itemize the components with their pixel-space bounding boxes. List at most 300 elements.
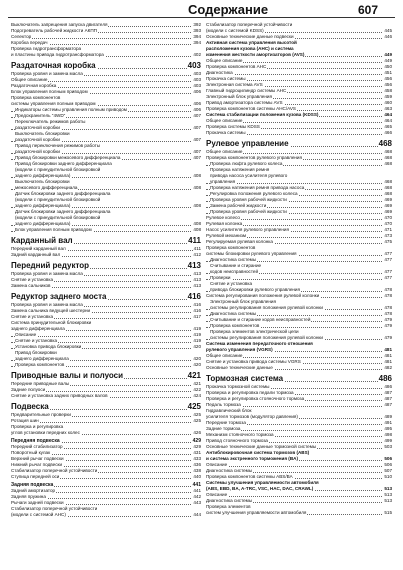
- toc-entry-page: 403: [193, 77, 201, 82]
- toc-entry-title: Система изменения передаточного отношения: [206, 341, 313, 346]
- toc-entry-title: Проверка элементов: [206, 504, 251, 509]
- dot-leader: [11, 38, 201, 39]
- toc-entry-title: Рычаги задней подвески: [11, 500, 64, 505]
- toc-entry-page: 412: [193, 252, 201, 257]
- toc-entry-page: 433: [193, 456, 201, 461]
- toc-entry: [11, 474, 201, 480]
- toc-entry-page: 465: [384, 124, 392, 129]
- toc-entry: [11, 362, 201, 368]
- toc-entry-title: привода насоса усилителя рулевого: [210, 173, 288, 178]
- toc-entry-title: изменения жесткости амортизаторов (AVS): [206, 52, 305, 57]
- toc-section-heading: [206, 139, 392, 149]
- toc-entry-page: 464: [384, 118, 392, 123]
- toc-entry-page: 510: [384, 474, 392, 479]
- toc-entry-title: Замена сальника ведущей шестерни: [11, 308, 91, 313]
- toc-entry-page: 481: [384, 347, 392, 352]
- toc-section-heading: [11, 292, 201, 302]
- dot-leader: [11, 336, 201, 337]
- toc-entry-title: Предварительные проверки: [11, 412, 71, 417]
- toc-entry-title: Считывание и стирание: [210, 263, 262, 268]
- toc-entry-page: 408: [193, 227, 201, 232]
- toc-entry-page: 416: [187, 292, 201, 301]
- toc-entry-page: 406: [193, 107, 201, 112]
- toc-entry-page: 426: [193, 430, 201, 435]
- toc-left-column: [11, 22, 201, 518]
- toc-entry-page: 479: [384, 317, 392, 322]
- toc-entry-page: 419: [193, 338, 201, 343]
- toc-entry-title: Проверка и регулировка педали тормоза: [206, 390, 294, 395]
- toc-entry-title: Проверка уровня и замена масла: [11, 302, 83, 307]
- toc-entry-title: Гидравлический блок: [206, 408, 252, 413]
- toc-entry-title: (модели с принудительной блокировкой: [15, 197, 101, 202]
- toc-entry-title: Главный гидроцилиндр системы AHC: [206, 88, 287, 93]
- toc-entry-title: заднего дифференциала): [15, 221, 71, 226]
- toc-entry-title: Раздаточная коробка: [11, 83, 57, 88]
- toc-entry-title: (модели с системой KDSS): [206, 28, 264, 33]
- toc-entry-page: 408: [193, 203, 201, 208]
- toc-entry-page: 403: [193, 71, 201, 76]
- toc-entry-title: Система принудительной блокировки: [11, 320, 92, 325]
- toc-entry-title: системы регулирования положения рулевой колонки: [210, 335, 323, 340]
- dot-leader: [206, 466, 392, 467]
- toc-entry-page: 498: [384, 432, 392, 437]
- toc-entry-page: 499: [384, 438, 392, 443]
- toc-entry-title: Датчик блокировки заднего дифференциала: [15, 209, 111, 214]
- toc-entry-page: 513: [384, 498, 392, 503]
- toc-entry-title: кодов неисправностей: [210, 269, 259, 274]
- toc-entry-title: Описание: [206, 462, 228, 467]
- toc-entry-page: 407: [193, 137, 201, 142]
- toc-entry-page: 468: [384, 179, 392, 184]
- toc-entry-title: Снятие и установка: [210, 281, 253, 286]
- toc-entry-title: Проверка и регулировка: [11, 424, 64, 429]
- toc-entry-title: Проверка натяжения ремня привода насоса: [210, 185, 305, 190]
- toc-section-heading: [11, 261, 201, 271]
- toc-entry-title: Основные технические данные: [206, 365, 273, 370]
- toc-entry-title: Индикаторы системы управления полным приводом: [15, 107, 127, 112]
- toc-entry-title: Стабилизатор поперечной устойчивости: [11, 506, 98, 511]
- toc-entry-title: Проверка уровня рабочей жидкости: [210, 209, 287, 214]
- toc-entry-page: 442: [193, 494, 201, 499]
- toc-section-heading: [11, 236, 201, 246]
- toc-entry-title: системы управления полным приводом: [11, 101, 96, 106]
- toc-entry-page: 394: [193, 34, 201, 39]
- toc-entry-page: 393: [193, 28, 201, 33]
- toc-entry-page: 449: [384, 52, 392, 57]
- toc-entry-page: 477: [384, 269, 392, 274]
- toc-entry-title: Редуктор заднего моста: [11, 292, 107, 301]
- toc-entry-title: Проверка элементов электрической цепи: [210, 329, 299, 334]
- toc-entry-title: Селектор: [11, 34, 32, 39]
- toc-entry-page: 420: [193, 344, 201, 349]
- toc-section-heading: [11, 61, 201, 71]
- toc-entry-title: Считывание и стирание кодов неисправностей: [210, 317, 311, 322]
- toc-entry-page: 486: [384, 384, 392, 389]
- toc-entry-page: 425: [193, 412, 201, 417]
- toc-entry-page: 408: [193, 173, 201, 178]
- toc-entry-page: 478: [384, 305, 392, 310]
- toc-entry-page: 407: [193, 125, 201, 130]
- toc-entry-title: Диагностика системы: [206, 468, 253, 473]
- toc-entry-page: 407: [193, 113, 201, 118]
- toc-entry-page: 478: [384, 287, 392, 292]
- toc-entry-page: 479: [384, 323, 392, 328]
- header-rule: [8, 17, 395, 18]
- toc-entry-title: управления: [210, 179, 236, 184]
- toc-entry-page: 406: [193, 89, 201, 94]
- toc-entry-title: Проверка компонентов: [15, 362, 65, 367]
- toc-entry-page: 468: [384, 185, 392, 190]
- toc-entry-title: раздаточной коробки: [15, 149, 60, 154]
- toc-entry-title: Привод переключения режимов работы: [15, 143, 101, 148]
- toc-entry-title: Диагностика: [206, 70, 233, 75]
- toc-entry-title: Стабилизатор поперечной устойчивости: [11, 468, 98, 473]
- toc-entry-title: Переключатель режимов работы: [15, 119, 86, 124]
- toc-entry-page: 468: [384, 191, 392, 196]
- toc-entry-title: Ротация шин: [11, 418, 39, 423]
- toc-entry-page: 413: [187, 261, 201, 270]
- toc-entry-page: 491: [384, 420, 392, 425]
- toc-entry-title: Проверка компонентов AHC: [206, 64, 267, 69]
- toc-entry: [11, 283, 201, 289]
- toc-entry-title: Блок управления полным приводом: [11, 89, 88, 94]
- toc-entry-title: Проверка и регулировка стояночного тормоза: [206, 396, 305, 401]
- toc-entry-page: 469: [384, 197, 392, 202]
- toc-entry-page: 408: [193, 185, 201, 190]
- toc-entry-page: 422: [193, 387, 201, 392]
- toc-entry-title: системы регулирования положения рулевой колонки: [210, 305, 323, 310]
- toc-section-heading: [206, 374, 392, 384]
- toc-entry-title: Привод блокировки заднего дифференциала: [15, 161, 112, 166]
- toc-entry-title: раздаточной коробки: [15, 125, 60, 130]
- toc-entry-page: 416: [193, 302, 201, 307]
- toc-entry-title: Привод блокировки межосевого дифференциала: [15, 155, 121, 160]
- toc-entry-title: и пластины привода гидротрансформатора: [11, 52, 104, 57]
- toc-entry-page: 450: [384, 64, 392, 69]
- toc-entry-title: Описание: [15, 332, 37, 337]
- toc-entry-page: 469: [384, 209, 392, 214]
- toc-entry-page: 424: [193, 393, 201, 398]
- toc-entry-title: Прокачка тормозной системы: [206, 384, 270, 389]
- toc-entry-title: Нижний рычаг подвески: [11, 462, 63, 467]
- toc-entry-title: заднего дифференциала): [15, 173, 71, 178]
- toc-entry-page: 441: [192, 482, 201, 488]
- toc-entry-title: Предохранитель "4WD": [15, 113, 66, 118]
- toc-entry-page: 392: [193, 22, 201, 27]
- toc-entry-page: 456: [384, 76, 392, 81]
- toc-entry-title: Регулировка положения рулевого колеса: [210, 191, 298, 196]
- toc-entry-title: усилителя тормозов (модулятор давления): [206, 414, 298, 419]
- toc-entry-page: 429: [193, 444, 201, 449]
- toc-entry-page: 425: [187, 402, 201, 411]
- toc-entry-title: Основные технические данные подвески: [206, 34, 294, 39]
- toc-entry-title: Ступица передней оси: [11, 474, 60, 479]
- toc-entry-title: Насос усилителя рулевого управления: [206, 227, 289, 232]
- toc-entry-page: 421: [187, 371, 201, 380]
- toc-entry-title: Передние тормоза: [206, 420, 246, 425]
- toc-entry-title: Снятие и установка: [15, 338, 58, 343]
- toc-entry-page: 411: [193, 246, 201, 251]
- toc-right-column: [206, 22, 392, 516]
- toc-entry-title: и система экстренного торможения (BA): [206, 456, 299, 461]
- toc-entry-page: 479: [384, 335, 392, 340]
- dot-leader: [206, 496, 392, 497]
- toc-entry-page: 429: [192, 438, 201, 444]
- toc-entry-title: Электронный блок управления: [210, 299, 276, 304]
- toc-entry-page: 459: [384, 94, 392, 99]
- toc-entry-page: 407: [193, 149, 201, 154]
- toc-entry-title: системы блокировки рулевого управления: [206, 251, 297, 256]
- toc-entry-title: расположения кузова (AHC) и система: [206, 46, 294, 51]
- toc-entry-title: Общее описание: [11, 77, 48, 82]
- toc-entry-title: Электронная система AVS: [206, 82, 263, 87]
- toc-entry-page: 489: [384, 414, 392, 419]
- toc-entry-page: 473: [384, 233, 392, 238]
- toc-entry-page: 487: [384, 396, 392, 401]
- toc-entry-title: Передний карданный вал: [11, 246, 66, 251]
- toc-entry-page: 445: [384, 28, 392, 33]
- toc-entry-title: Проверка системы KDSS: [206, 124, 260, 129]
- toc-entry-title: Проверка компонентов: [11, 95, 61, 100]
- toc-entry-page: 436: [193, 462, 201, 467]
- toc-entry-page: 468: [384, 155, 392, 160]
- toc-entry-page: 470: [384, 221, 392, 226]
- toc-entry-title: Передняя подвеска: [11, 438, 60, 444]
- toc-entry-page: 506: [384, 456, 392, 461]
- toc-entry-title: (ABS, EBD, BA, A-TRC, VSC, HAC, DAC, CRAWL): [206, 486, 314, 491]
- toc-entry-page: 420: [193, 356, 201, 361]
- toc-entry-title: привода блокировки рулевого управления: [210, 287, 300, 292]
- toc-entry-title: Проверка компонентов: [210, 323, 260, 328]
- toc-entry-title: Приводные валы и полуоси: [11, 371, 123, 380]
- toc-entry-title: Датчик блокировки заднего дифференциала: [15, 191, 111, 196]
- toc-entry-page: 438: [193, 468, 201, 473]
- toc-entry-title: Рулевой механизм: [206, 233, 247, 238]
- toc-entry-title: Общее описание: [206, 58, 243, 63]
- toc-entry-title: Привод стояночного тормоза: [206, 438, 268, 443]
- toc-entry-title: Рулевое управление: [206, 139, 289, 148]
- toc-entry: [11, 512, 201, 518]
- toc-entry-title: заднего дифференциала: [15, 356, 69, 361]
- toc-entry-page: 477: [384, 257, 392, 262]
- toc-entry-title: Рулевая колонка: [206, 221, 243, 226]
- toc-entry-title: рулевого управления (VGRS): [206, 347, 273, 352]
- toc-entry-title: Снятие и установка: [11, 314, 54, 319]
- toc-entry-title: Задняя пружина: [11, 494, 46, 499]
- toc-entry-page: 486: [378, 374, 392, 383]
- toc-entry-title: Снятие и установка задних приводных валов: [11, 393, 108, 398]
- toc-entry-title: Механизм стояночного тормоза: [206, 432, 274, 437]
- toc-entry-title: Замена сальников: [11, 283, 51, 288]
- toc-entry-title: Антиблокировочная система тормозов (ABS): [206, 450, 310, 455]
- toc-entry-page: 466: [384, 130, 392, 135]
- toc-entry-title: Стабилизатор поперечной устойчивости: [206, 22, 293, 27]
- toc-entry-title: систем улучшения управляемости автомобиля: [206, 510, 307, 515]
- toc-entry-title: Замена рабочей жидкости: [210, 203, 267, 208]
- toc-entry-title: заднего дифференциала): [15, 203, 71, 208]
- toc-entry-title: Поворотный кулак: [11, 450, 51, 455]
- toc-entry-page: 468: [384, 161, 392, 166]
- toc-entry-title: Привод амортизатора системы AVS: [206, 100, 283, 105]
- toc-entry-title: Карданный вал: [11, 236, 73, 245]
- toc-entry-page: 487: [384, 390, 392, 395]
- toc-entry-page: 441: [193, 488, 201, 493]
- toc-entry-page: 495: [384, 426, 392, 431]
- toc-entry-title: Прокачка системы: [206, 130, 246, 135]
- toc-entry-page: 513: [384, 486, 392, 491]
- toc-entry-page: 468: [378, 139, 392, 148]
- toc-entry-title: Диагностика системы: [210, 257, 257, 262]
- toc-entry-page: 413: [193, 271, 201, 276]
- toc-entry-page: 515: [384, 510, 392, 515]
- toc-entry-title: (модели с принудительной блокировкой: [15, 167, 101, 172]
- toc-entry-title: Подогреватель рабочей жидкости АКПП: [11, 28, 97, 33]
- dot-leader: [206, 279, 392, 280]
- toc-entry-page: 487: [384, 402, 392, 407]
- toc-entry-title: Описание: [206, 492, 228, 497]
- toc-entry: [11, 430, 201, 436]
- toc-entry-page: 482: [384, 365, 392, 370]
- toc-entry-page: 394: [193, 40, 201, 45]
- toc-entry-title: Регулируемая рулевая колонка: [206, 239, 273, 244]
- toc-entry-page: 408: [193, 221, 201, 226]
- toc-entry-title: Блок управления полным приводом: [15, 227, 92, 232]
- toc-entry-title: Задние полуоси: [11, 387, 46, 392]
- toc-entry-page: 477: [384, 275, 392, 280]
- toc-entry-page: 446: [384, 34, 392, 39]
- toc-entry-title: Основные технические данные тормозной системы: [206, 444, 317, 449]
- toc-entry-title: заднего дифференциала: [11, 326, 65, 331]
- toc-entry: [11, 227, 201, 233]
- toc-entry-title: Диагностика системы: [210, 311, 257, 316]
- toc-entry-page: 456: [384, 82, 392, 87]
- toc-entry-title: раздаточной коробки: [15, 137, 60, 142]
- toc-entry-title: Диагностика системы: [206, 498, 253, 503]
- toc-entry-page: 469: [384, 203, 392, 208]
- toc-entry-title: межосевого дифференциала: [15, 185, 78, 190]
- toc-section-heading: [11, 402, 201, 412]
- toc-entry-title: Системы улучшения управляемости автомобиля: [206, 480, 319, 485]
- toc-entry-title: Электронный блок управления: [206, 94, 272, 99]
- toc-entry-page: 513: [384, 492, 392, 497]
- toc-entry-page: 478: [384, 293, 392, 298]
- toc-entry-page: 431: [193, 450, 201, 455]
- toc-entry-page: 470: [384, 215, 392, 220]
- toc-entry-page: 481: [384, 359, 392, 364]
- toc-entry-title: Проверка гидротрансформатора: [11, 46, 82, 51]
- toc-entry-page: 413: [193, 277, 201, 282]
- toc-entry-page: 458: [384, 88, 392, 93]
- toc-entry-title: Проверка уровня и замена масла: [11, 71, 83, 76]
- toc-entry-title: Проверка компонентов: [206, 245, 256, 250]
- toc-entry-title: Активная система управления высотой: [206, 40, 297, 45]
- page-title: Содержание: [188, 2, 269, 17]
- toc-entry-title: Передние приводные валы: [11, 381, 70, 386]
- toc-entry: [11, 252, 201, 258]
- toc-entry-title: углов установки передних колес: [11, 430, 80, 435]
- toc-entry: [11, 393, 201, 399]
- toc-entry-title: Снятие и установка привода системы VGRS: [206, 359, 301, 364]
- toc-entry-title: Задняя подвеска: [11, 482, 54, 488]
- toc-entry-title: Проверка люфта рулевого колеса: [210, 161, 283, 166]
- toc-entry-title: Задние тормоза: [206, 426, 241, 431]
- toc-entry-page: 444: [193, 512, 201, 517]
- toc-entry-title: Передний стабилизатор: [11, 444, 63, 449]
- toc-entry-page: 481: [384, 353, 392, 358]
- toc-entry-page: 419: [193, 326, 201, 331]
- toc-entry-page: 416: [193, 308, 201, 313]
- toc-entry-title: Педаль тормоза: [206, 402, 241, 407]
- toc-entry-page: 478: [384, 311, 392, 316]
- toc-entry-title: Общее описание: [206, 118, 243, 123]
- toc-entry-page: 419: [193, 332, 201, 337]
- toc-entry-page: 413: [193, 283, 201, 288]
- toc-entry-page: 507: [384, 468, 392, 473]
- toc-entry-title: Проверка компонентов системы ABS/BA: [206, 474, 293, 479]
- toc-entry-title: (модели с системой AHC): [11, 512, 66, 517]
- toc-entry-title: Выключатель блокировки: [15, 131, 70, 136]
- toc-entry: [206, 365, 392, 371]
- toc-entry-page: 449: [384, 58, 392, 63]
- toc-entry-page: 464: [384, 112, 392, 117]
- toc-entry-title: Прокачка системы: [206, 76, 246, 81]
- toc-entry-page: 503: [384, 444, 392, 449]
- toc-entry-page: 402: [193, 52, 201, 57]
- toc-entry-title: Выключатель запрещения запуска двигателя: [11, 22, 108, 27]
- toc-entry-title: Рулевое колесо: [206, 215, 240, 220]
- toc-section-heading: [11, 371, 201, 381]
- toc-entry-title: Система стабилизации положения кузова (KDSS): [206, 112, 319, 117]
- toc-entry-page: 463: [384, 106, 392, 111]
- toc-entry-page: 421: [193, 381, 201, 386]
- page-number: 607: [358, 3, 379, 17]
- toc-entry-page: 406: [193, 101, 201, 106]
- toc-entry-title: Коробка передач: [11, 40, 48, 45]
- toc-entry-title: Проверка компонентов рулевого управления: [206, 155, 302, 160]
- toc-entry: [11, 52, 201, 58]
- toc-entry-title: Снятие и установка: [11, 277, 54, 282]
- toc-entry-page: 411: [188, 236, 201, 245]
- toc-entry-title: Проверка уровня и замена масла: [11, 271, 83, 276]
- toc-entry-title: Проверка уровня рабочей жидкости: [210, 197, 287, 202]
- toc-entry-title: Привод блокировки: [15, 350, 57, 355]
- toc-entry-page: 460: [384, 100, 392, 105]
- toc-entry-title: Установка привода блокировки: [15, 344, 82, 349]
- toc-entry-page: 477: [384, 251, 392, 256]
- toc-entry-page: 417: [193, 314, 201, 319]
- toc-entry-title: Раздаточная коробка: [11, 61, 96, 70]
- toc-entry-page: 403: [193, 83, 201, 88]
- toc-entry-title: Общее описание: [206, 149, 243, 154]
- toc-entry-page: 451: [384, 70, 392, 75]
- toc-entry-title: Задний амортизатор: [11, 488, 56, 493]
- toc-entry-title: Верхний рычаг подвески: [11, 456, 64, 461]
- toc-entry: [206, 510, 392, 516]
- toc-entry-page: 440: [193, 474, 201, 479]
- toc-entry-page: 506: [384, 462, 392, 467]
- toc-entry-title: Система регулирования положения рулевой колонки: [206, 293, 320, 298]
- toc-entry-title: Подвеска: [11, 402, 49, 411]
- toc-entry-page: 403: [187, 61, 201, 70]
- toc-entry-page: 407: [193, 155, 201, 160]
- toc-entry-title: Проверка натяжения ремня: [210, 167, 270, 172]
- toc-entry-title: Проверки: [210, 275, 231, 280]
- toc-entry-title: Тормозная система: [206, 374, 284, 383]
- toc-entry-page: 475: [384, 239, 392, 244]
- toc-entry-page: 468: [384, 149, 392, 154]
- toc-entry-title: Передний редуктор: [11, 261, 90, 270]
- toc-entry-page: 471: [384, 227, 392, 232]
